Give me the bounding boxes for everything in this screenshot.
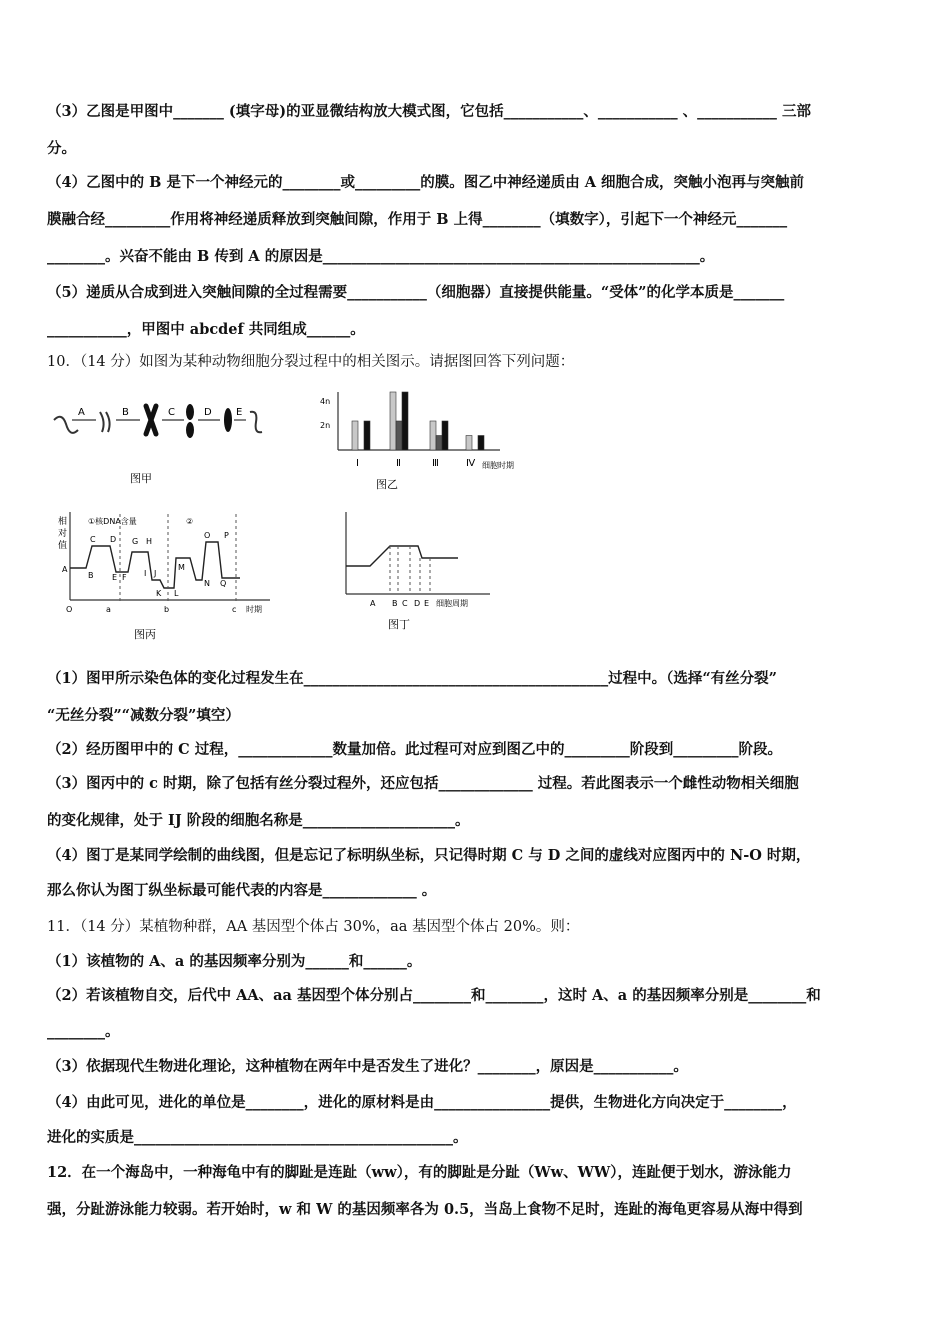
chromatid: [186, 404, 194, 420]
text-line: 膜融合经_________作用将神经递质释放到突触间隙，作用于 B 上得________（填数字），引起下一个神经元_______: [47, 211, 788, 228]
figure-bing: [58, 512, 270, 641]
text-line: 进化的实质是____________________________________________。: [47, 1129, 468, 1146]
chromosome-x: [146, 406, 156, 434]
point-label: D: [110, 535, 117, 544]
figure-svg: [40, 382, 600, 642]
caption-bing: 图丙: [134, 628, 156, 641]
figure-jia: [54, 404, 262, 485]
bar-light-3: [430, 421, 436, 450]
point-label: P: [224, 531, 229, 540]
text-line: （4）乙图中的 B 是下一个神经元的________或_________的膜。图乙中神经递质由 A 细胞合成，突触小泡再与突触前: [47, 174, 805, 191]
text-line: （3）图丙中的 c 时期，除了包括有丝分裂过程外，还应包括_____________ 过程。若此图表示一个雌性动物相关细胞: [47, 775, 799, 792]
x-axis-label: 细胞周期: [436, 599, 468, 608]
x-mark: O: [66, 605, 73, 614]
text-line: （5）递质从合成到进入突触间隙的全过程需要___________（细胞器）直接提供能量。“受体”的化学本质是_______: [47, 284, 785, 301]
text-line: （1）该植物的 A、a 的基因频率分别为______和______。: [47, 953, 422, 970]
label-e: E: [236, 407, 243, 418]
text-line: （4）由此可见，进化的单位是________，进化的原材料是由________________提供，生物进化方向决定于________，: [47, 1094, 797, 1111]
label-c: C: [168, 407, 175, 418]
x-mark: c: [232, 605, 237, 614]
legend-dna: ①核DNA含量: [88, 517, 137, 526]
caption-jia: 图甲: [130, 472, 152, 485]
bar-light-4: [466, 436, 472, 451]
point-label: H: [146, 537, 153, 546]
chromosome: [224, 408, 232, 432]
bar-dark-2: [396, 421, 402, 450]
bar-light-1: [352, 421, 358, 450]
bar-series-group: [352, 392, 484, 450]
label-d: D: [204, 407, 212, 418]
point-label: N: [204, 579, 210, 588]
question-11-stem: 11．（14 分）某植物种群，AA 基因型个体占 30%，aa 基因型个体占 20%。则：: [47, 919, 580, 935]
y-label: 相: [58, 517, 68, 527]
x-mark: b: [164, 605, 170, 614]
legend-2: ②: [186, 517, 194, 526]
bar-dark-3: [436, 436, 442, 451]
point-label: G: [132, 537, 139, 546]
x-tick-label: A: [370, 599, 376, 608]
chromatid: [186, 422, 194, 438]
y-tick-label: 4n: [320, 397, 331, 406]
bar-light-2: [390, 392, 396, 450]
text-line: （3）依据现代生物进化理论，这种植物在两年中是否发生了进化？________，原因是___________。: [47, 1058, 688, 1075]
point-label: K: [156, 589, 162, 598]
text-line: ________。: [47, 1023, 120, 1040]
text-line: 的变化规律，处于 IJ 阶段的细胞名称是_____________________。: [47, 812, 470, 829]
ding-curve: [346, 546, 458, 566]
text-line: （1）图甲所示染色体的变化过程发生在__________________________________________过程中。（选择“有丝分裂”: [47, 670, 778, 687]
text-line: 那么你认为图丁纵坐标最可能代表的内容是_____________ 。: [47, 882, 437, 899]
question-12-stem: 12．在一个海岛中，一种海龟中有的脚趾是连趾（ww），有的脚趾是分趾（Ww、WW），连趾便于划水，游泳能力: [47, 1164, 792, 1181]
x-tick-label: Ⅱ: [396, 458, 401, 469]
x-axis-label: 细胞时期: [482, 461, 514, 470]
text-line: 强，分趾游泳能力较弱。若开始时，w 和 W 的基因频率各为 0.5，当岛上食物不足时，连趾的海龟更容易从海中得到: [47, 1201, 803, 1218]
bar-black-3: [442, 421, 448, 450]
x-tick-label: B: [392, 599, 398, 608]
bar-black-2: [402, 392, 408, 450]
point-label: O: [204, 531, 211, 540]
point-label: F: [122, 573, 127, 582]
x-tick-label: Ⅳ: [466, 458, 476, 469]
bar-black-4: [478, 436, 484, 451]
caption-ding: 图丁: [388, 618, 410, 631]
point-label: I: [144, 569, 147, 578]
figure-yi: [320, 392, 514, 491]
text-line: （4）图丁是某同学绘制的曲线图，但是忘记了标明纵坐标，只记得时期 C 与 D 之间的虚线对应图丙中的 N-O 时期，: [47, 847, 811, 864]
text-line: （2）若该植物自交，后代中 AA、aa 基因型个体分别占________和________，这时 A、a 的基因频率分别是________和: [47, 987, 821, 1004]
text-line: ___________，甲图中 abcdef 共同组成______。: [47, 321, 365, 338]
y-label: 对: [58, 529, 68, 539]
point-label: L: [174, 589, 179, 598]
chromosome-thread: [250, 412, 262, 433]
y-label: 值: [58, 541, 68, 551]
point-label: A: [62, 565, 68, 574]
caption-yi: 图乙: [376, 478, 398, 491]
x-tick-label: C: [402, 599, 408, 608]
x-tick-label: Ⅰ: [356, 458, 359, 469]
x-mark: a: [106, 605, 111, 614]
point-label: M: [178, 563, 185, 572]
x-axis-label: 时期: [246, 605, 262, 614]
text-line: “无丝分裂”“减数分裂”填空）: [47, 707, 240, 724]
chromosome-thread: [54, 417, 78, 433]
point-label: B: [88, 571, 94, 580]
y-tick-label: 2n: [320, 421, 331, 430]
label-a: A: [78, 407, 85, 418]
x-tick-label: Ⅲ: [432, 458, 439, 469]
question-10-stem: 10．（14 分）如图为某种动物细胞分裂过程中的相关图示。请据图回答下列问题：: [47, 354, 575, 370]
point-label: J: [154, 569, 157, 578]
point-label: C: [90, 535, 96, 544]
bar-black-1: [364, 421, 370, 450]
text-line: （2）经历图甲中的 C 过程，_____________数量加倍。此过程可对应到图乙中的_________阶段到_________阶段。: [47, 741, 782, 758]
x-tick-label: E: [424, 599, 430, 608]
text-line: 分。: [47, 140, 76, 157]
point-label: Q: [220, 579, 227, 588]
figure-ding: [346, 512, 490, 631]
point-label: E: [112, 573, 118, 582]
text-line: （3）乙图是甲图中_______ (填字母)的亚显微结构放大模式图，它包括___________、___________ 、___________ 三部: [47, 103, 811, 120]
figure-group: [40, 382, 600, 642]
label-b: B: [122, 407, 129, 418]
chromosome-pair: [100, 412, 110, 432]
x-tick-label: D: [414, 599, 421, 608]
text-line: ________。兴奋不能由 B 传到 A 的原因是____________________________________________________。: [47, 248, 715, 265]
